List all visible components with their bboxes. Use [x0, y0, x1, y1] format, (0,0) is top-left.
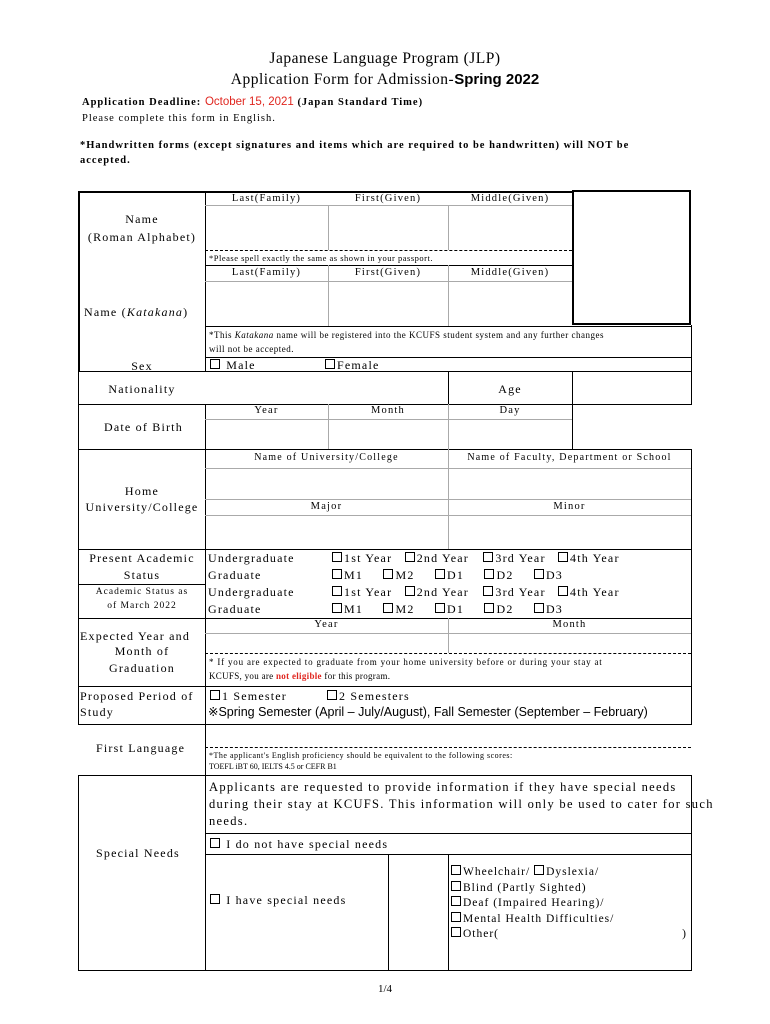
- checkbox[interactable]: [558, 552, 568, 562]
- katakana-note-prefix: *This: [209, 330, 235, 340]
- present-year-1[interactable]: [332, 551, 392, 565]
- minor-header: Minor: [553, 501, 586, 512]
- checkbox[interactable]: [435, 603, 445, 613]
- needs-row-1: [451, 865, 687, 881]
- option-label: D3: [545, 602, 564, 616]
- graduation-label-2: Month of: [114, 644, 170, 658]
- minor-input[interactable]: [451, 517, 689, 546]
- checkbox[interactable]: [332, 586, 342, 596]
- march-year-4[interactable]: [558, 585, 620, 599]
- name-roman-label: Name: [125, 212, 159, 226]
- present-status-sublabel: Status: [123, 568, 161, 582]
- deadline-line: [82, 96, 423, 108]
- not-eligible-text: not eligible: [276, 671, 322, 681]
- passport-note: *Please spell exactly the same as shown in your passport.: [209, 253, 433, 263]
- dyslexia-option[interactable]: [534, 866, 599, 878]
- other-close-paren: ): [682, 928, 687, 940]
- option-label: D3: [545, 568, 564, 582]
- subtitle-term: Spring 2022: [454, 71, 540, 88]
- checkbox[interactable]: [327, 690, 337, 700]
- present-year-options: [332, 551, 620, 566]
- option-label: 2 Semesters: [339, 689, 410, 703]
- instruction-text: Please complete this form in English.: [82, 113, 276, 124]
- last-name-roman-input[interactable]: [208, 207, 326, 247]
- checkbox[interactable]: [210, 838, 220, 848]
- sex-label: Sex: [131, 359, 153, 373]
- middle-name-katakana-input[interactable]: [451, 283, 569, 323]
- option-label: D2: [496, 568, 514, 582]
- present-degree-m2[interactable]: [383, 568, 414, 582]
- checkbox[interactable]: [405, 586, 415, 596]
- name-katakana-label: [84, 305, 188, 320]
- english-proficiency-note: *The applicant's English proficiency should be equivalent to the following scores:: [209, 751, 513, 760]
- katakana-note-1: [209, 330, 604, 340]
- graduation-note-1: * If you are expected to graduate from your home university before or during your stay at: [209, 657, 603, 667]
- checkbox[interactable]: [484, 603, 494, 613]
- graduation-note-2: [209, 671, 390, 681]
- option-label: M2: [395, 568, 415, 582]
- march-undergraduate-label: Undergraduate: [208, 585, 295, 599]
- faculty-name-header: Name of Faculty, Department or School: [467, 452, 672, 463]
- deadline-label: Application Deadline:: [82, 97, 202, 108]
- checkbox[interactable]: [451, 881, 461, 891]
- checkbox[interactable]: [483, 552, 493, 562]
- graduation-month-input[interactable]: [451, 635, 689, 651]
- dob-year-input[interactable]: [208, 421, 326, 447]
- checkbox[interactable]: [210, 894, 220, 904]
- semester-note: ※Spring Semester (April – July/August), Fall Semester (September – February): [208, 705, 648, 719]
- handwritten-note-1: *Handwritten forms (except signatures and items which are required to be handwritten) will NOT be: [80, 140, 630, 151]
- option-label: D2: [496, 602, 514, 616]
- option-label: 1st Year: [344, 551, 393, 565]
- dob-month-input[interactable]: [331, 421, 446, 447]
- subtitle-text: Application Form for Admission-: [230, 71, 455, 88]
- university-name-input[interactable]: [208, 470, 446, 497]
- col-last-family-katakana: Last(Family): [231, 267, 302, 278]
- col-first-given: First(Given): [354, 193, 422, 204]
- graduation-label-1: Expected Year and: [80, 629, 191, 643]
- no-special-needs-option[interactable]: [210, 837, 388, 852]
- option-label: M1: [344, 568, 364, 582]
- wheelchair-option[interactable]: [451, 866, 530, 878]
- form-subtitle: [0, 71, 770, 89]
- special-needs-label: Special Needs: [96, 846, 180, 860]
- checkbox[interactable]: [484, 569, 494, 579]
- checkbox[interactable]: [332, 603, 342, 613]
- english-score-note: TOEFL iBT 60, IELTS 4.5 or CEFR B1: [209, 762, 337, 771]
- nationality-input[interactable]: [208, 374, 446, 402]
- option-label: 4th Year: [570, 551, 620, 565]
- intro-line-3: needs.: [209, 814, 249, 828]
- graduation-year-input[interactable]: [208, 635, 446, 651]
- option-label: 3rd Year: [495, 551, 546, 565]
- option-label: Blind (Partly Sighted): [463, 881, 587, 894]
- present-year-2[interactable]: [405, 551, 469, 565]
- checkbox[interactable]: [383, 603, 393, 613]
- option-label: D1: [446, 568, 465, 582]
- checkbox[interactable]: [405, 552, 415, 562]
- dob-year-header: Year: [254, 405, 279, 416]
- checkbox[interactable]: [451, 912, 461, 922]
- march-degree-m1[interactable]: [332, 602, 363, 616]
- checkbox[interactable]: [332, 552, 342, 562]
- march-year-3[interactable]: [483, 585, 545, 599]
- present-degree-d3[interactable]: [534, 568, 563, 582]
- first-name-roman-input[interactable]: [331, 207, 446, 247]
- graduation-month-header: Month: [552, 619, 587, 630]
- first-language-label: First Language: [96, 741, 186, 755]
- option-label: 2nd Year: [416, 551, 469, 565]
- option-label: Other(: [463, 928, 500, 940]
- present-status-label: Present Academic: [89, 551, 195, 565]
- col-first-given-katakana: First(Given): [354, 267, 422, 278]
- katakana-word: Katakana: [126, 305, 184, 319]
- period-label-2: Study: [80, 705, 115, 719]
- checkbox[interactable]: [435, 569, 445, 579]
- present-degree-d1[interactable]: [435, 568, 464, 582]
- checkbox[interactable]: [483, 586, 493, 596]
- graduation-year-header: Year: [314, 619, 339, 630]
- present-year-4[interactable]: [558, 551, 620, 565]
- checkbox[interactable]: [451, 865, 461, 875]
- col-last-family: Last(Family): [231, 193, 302, 204]
- female-label: Female: [337, 358, 380, 372]
- male-label: Male: [226, 358, 256, 372]
- option-label: M1: [344, 602, 364, 616]
- katakana-note-suffix: name will be registered into the KCUFS student system and any further changes: [273, 330, 604, 340]
- march-degree-d3[interactable]: [534, 602, 563, 616]
- present-graduate-label: Graduate: [208, 568, 262, 582]
- march-degree-d2[interactable]: [484, 602, 513, 616]
- option-label: Dyslexia/: [546, 866, 600, 878]
- nationality-label: Nationality: [108, 382, 176, 396]
- intro-line-1: Applicants are requested to provide information if they have special needs: [209, 780, 677, 794]
- major-input[interactable]: [208, 517, 446, 546]
- march-graduate-label: Graduate: [208, 602, 262, 616]
- col-middle-given: Middle(Given): [470, 193, 550, 204]
- first-name-katakana-input[interactable]: [331, 283, 446, 323]
- male-checkbox[interactable]: [210, 359, 220, 369]
- option-label: D1: [446, 602, 465, 616]
- option-label: I do not have special needs: [226, 837, 389, 851]
- option-label: I have special needs: [226, 893, 347, 907]
- graduation-note-prefix: KCUFS, you are: [209, 671, 276, 681]
- page-number: 1/4: [377, 983, 393, 995]
- dob-label: Date of Birth: [104, 420, 183, 434]
- present-degree-d2[interactable]: [484, 568, 513, 582]
- march-status-label: Academic Status as: [95, 587, 189, 597]
- option-label: 1st Year: [344, 585, 393, 599]
- checkbox[interactable]: [558, 586, 568, 596]
- university-label: Home: [124, 484, 160, 498]
- march-degree-m2[interactable]: [383, 602, 414, 616]
- checkbox[interactable]: [210, 690, 220, 700]
- deaf-option[interactable]: [451, 896, 687, 912]
- name-roman-sublabel: (Roman Alphabet): [87, 230, 197, 244]
- period-1-semester-option[interactable]: [210, 689, 287, 704]
- dob-day-header: Day: [499, 405, 521, 416]
- checkbox[interactable]: [534, 569, 544, 579]
- checkbox[interactable]: [534, 865, 544, 875]
- present-undergraduate-label: Undergraduate: [208, 551, 295, 565]
- checkbox[interactable]: [383, 569, 393, 579]
- dob-month-header: Month: [370, 405, 405, 416]
- checkbox[interactable]: [451, 927, 461, 937]
- graduation-label-3: Graduation: [109, 661, 175, 675]
- faculty-name-input[interactable]: [451, 470, 689, 497]
- present-degree-m1[interactable]: [332, 568, 363, 582]
- age-input[interactable]: [575, 374, 687, 402]
- special-needs-options: [451, 865, 687, 943]
- deadline-timezone: (Japan Standard Time): [297, 97, 424, 108]
- checkbox[interactable]: [534, 603, 544, 613]
- katakana-prefix: Name (: [84, 305, 127, 319]
- graduation-note-suffix: for this program.: [321, 671, 391, 681]
- age-label: Age: [498, 382, 522, 396]
- mental-health-option[interactable]: [451, 912, 687, 928]
- katakana-note-word: Katakana: [234, 330, 274, 340]
- option-label: 4th Year: [570, 585, 620, 599]
- female-checkbox[interactable]: [325, 359, 335, 369]
- katakana-suffix: ): [183, 305, 189, 319]
- katakana-note-2: will not be accepted.: [209, 344, 294, 354]
- period-2-semesters-option[interactable]: [327, 689, 410, 704]
- option-label: 1 Semester: [222, 689, 287, 703]
- last-name-katakana-input[interactable]: [208, 283, 326, 323]
- have-special-needs-option[interactable]: [210, 893, 347, 908]
- option-label: Mental Health Difficulties/: [463, 912, 615, 925]
- photo-box[interactable]: [572, 190, 691, 325]
- march-status-sublabel: of March 2022: [107, 601, 177, 611]
- university-sublabel: University/College: [85, 500, 199, 514]
- handwritten-note-2: accepted.: [80, 155, 131, 166]
- march-degree-options: [332, 602, 563, 617]
- option-label: Deaf (Impaired Hearing)/: [463, 897, 605, 909]
- university-name-header: Name of University/College: [254, 452, 399, 463]
- option-label: Wheelchair/: [463, 866, 531, 878]
- present-year-3[interactable]: [483, 551, 545, 565]
- col-middle-given-katakana: Middle(Given): [470, 267, 550, 278]
- option-label: 2nd Year: [416, 585, 469, 599]
- other-option[interactable]: [451, 927, 687, 943]
- blind-option[interactable]: [451, 881, 687, 897]
- option-label: M2: [395, 602, 415, 616]
- march-year-options: [332, 585, 620, 600]
- major-header: Major: [310, 501, 343, 512]
- first-language-input[interactable]: [208, 727, 688, 745]
- march-degree-d1[interactable]: [435, 602, 464, 616]
- deadline-date: October 15, 2021: [204, 96, 294, 108]
- present-degree-options: [332, 568, 563, 583]
- option-label: 3rd Year: [495, 585, 546, 599]
- march-year-2[interactable]: [405, 585, 469, 599]
- form-title: Japanese Language Program (JLP): [269, 50, 501, 67]
- special-needs-intro: [209, 779, 714, 830]
- march-year-1[interactable]: [332, 585, 392, 599]
- checkbox[interactable]: [451, 896, 461, 906]
- middle-name-roman-input[interactable]: [451, 207, 569, 247]
- period-label-1: Proposed Period of: [80, 689, 194, 703]
- intro-line-2: during their stay at KCUFS. This information will only be used to cater for such: [209, 797, 714, 811]
- dob-day-input[interactable]: [451, 421, 569, 447]
- checkbox[interactable]: [332, 569, 342, 579]
